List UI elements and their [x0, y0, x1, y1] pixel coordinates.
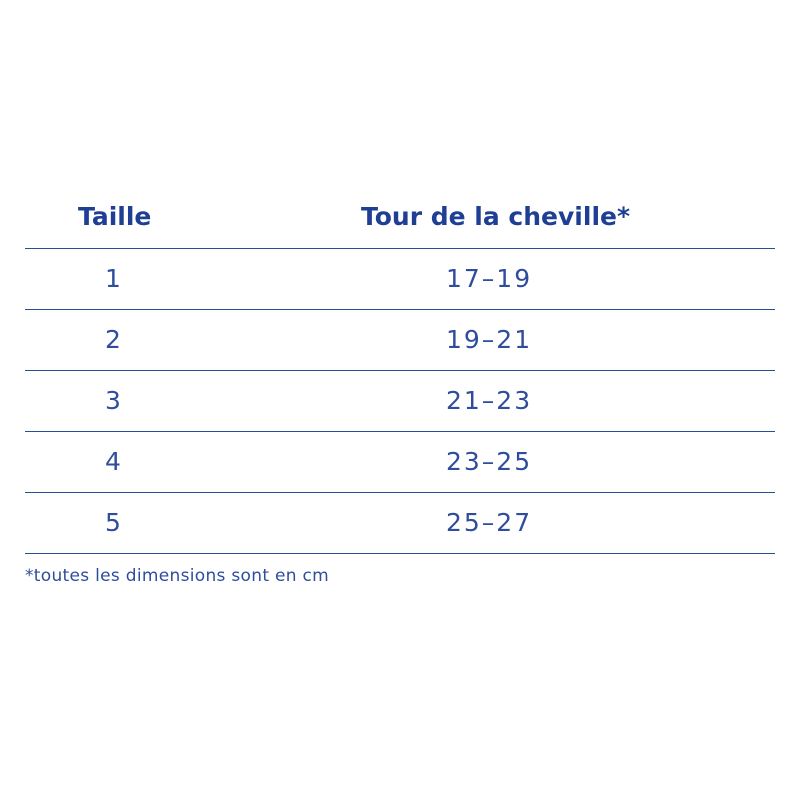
size-cell: 5	[105, 508, 121, 537]
table-header-row	[25, 192, 775, 249]
size-table	[25, 192, 775, 554]
table-row	[25, 310, 775, 371]
range-cell: 17–19	[446, 264, 533, 293]
table-row	[25, 371, 775, 432]
range-cell: 23–25	[446, 447, 533, 476]
header-ankle-circumference: Tour de la cheville*	[361, 202, 631, 231]
table-row	[25, 249, 775, 310]
table-row	[25, 432, 775, 493]
size-cell: 4	[105, 447, 121, 476]
range-cell: 25–27	[446, 508, 533, 537]
footnote: *toutes les dimensions sont en cm	[25, 566, 330, 586]
table-row	[25, 493, 775, 554]
size-cell: 3	[105, 386, 121, 415]
range-cell: 21–23	[446, 386, 533, 415]
range-cell: 19–21	[446, 325, 533, 354]
size-cell: 2	[105, 325, 121, 354]
header-size: Taille	[78, 202, 152, 231]
size-cell: 1	[105, 264, 121, 293]
